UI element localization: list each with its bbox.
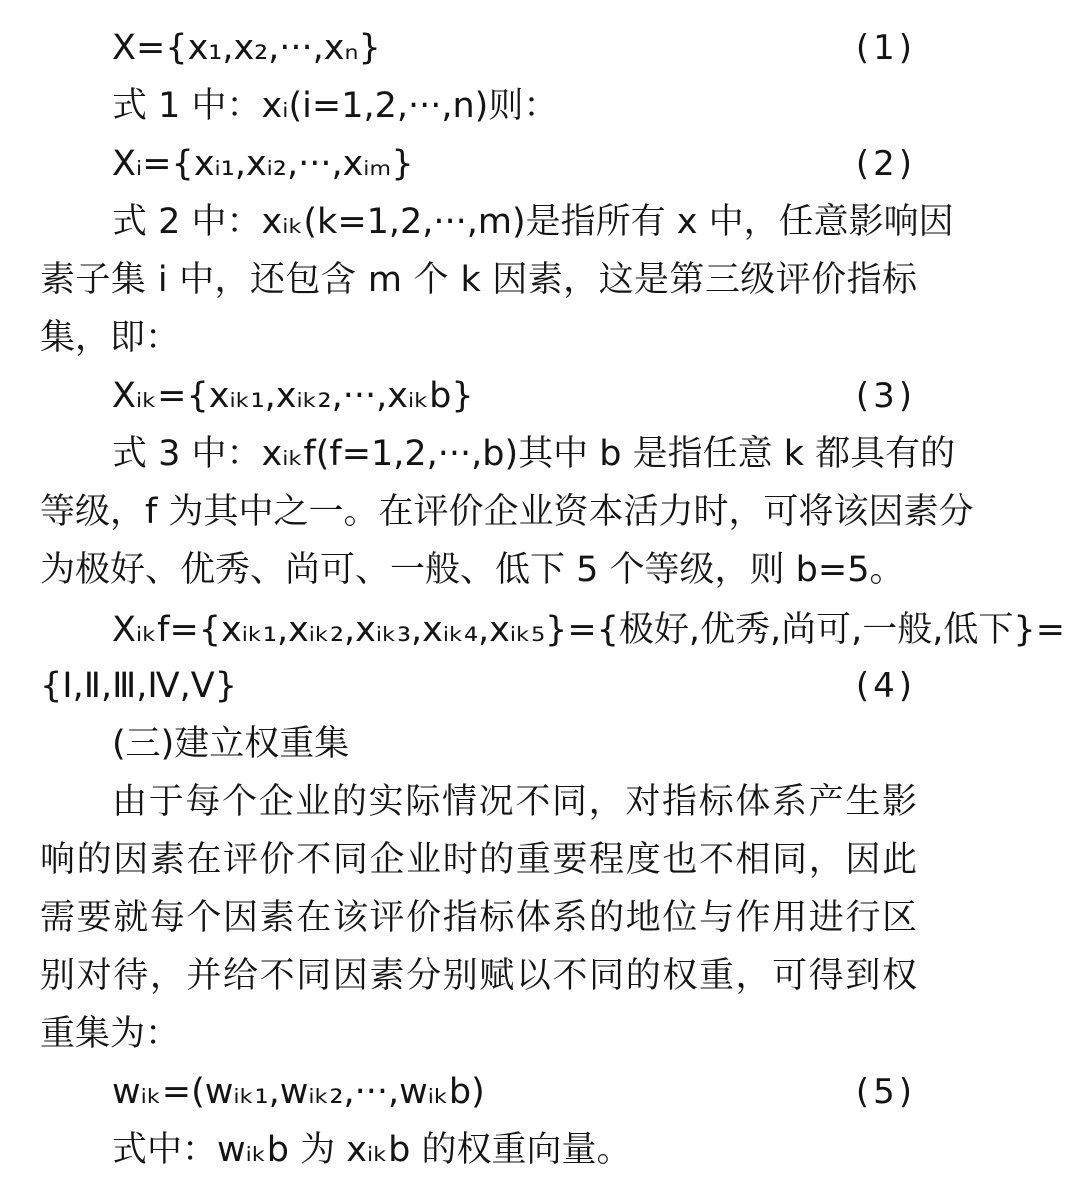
equation-4-row-2	[0, 660, 969, 712]
paragraph-4-line-1-text: 由于每个企业的实际情况不同，对指标体系产生影	[112, 782, 917, 822]
equation-1: X={x₁,x₂,···,xₙ}	[112, 28, 381, 68]
paragraph-2-line-2	[0, 254, 969, 306]
paragraph-2-line-3	[0, 312, 969, 364]
paragraph-3-line-1-text: 式 3 中：xᵢₖf(f=1,2,···,b)其中 b 是指任意 k 都具有的	[112, 434, 956, 474]
equation-5-number: (5)	[855, 1072, 916, 1112]
paragraph-5	[0, 1124, 969, 1176]
equation-3: Xᵢₖ={xᵢₖ₁,xᵢₖ₂,···,xᵢₖb}	[112, 376, 474, 416]
equation-2-row	[0, 138, 969, 190]
equation-3-number: (3)	[855, 376, 916, 416]
paragraph-2-line-3-text: 集，即：	[40, 318, 181, 358]
paragraph-4-line-3	[0, 892, 969, 944]
paragraph-4-line-5	[0, 1008, 969, 1060]
paragraph-4-line-4-text: 别对待，并给不同因素分别赋以不同的权重，可得到权	[40, 956, 917, 996]
equation-2-number: (2)	[855, 144, 916, 184]
equation-4-part-1: Xᵢₖf={xᵢₖ₁,xᵢₖ₂,xᵢₖ₃,xᵢₖ₄,xᵢₖ₅}={极好,优秀,尚可,一般,低下}=	[112, 610, 1065, 650]
section-heading	[0, 718, 969, 770]
paragraph-4-line-4	[0, 950, 969, 1002]
equation-4-number: (4)	[855, 666, 916, 706]
paragraph-2-line-2-text: 素子集 i 中，还包含 m 个 k 因素，这是第三级评价指标	[40, 260, 917, 300]
equation-2: Xᵢ={xᵢ₁,xᵢ₂,···,xᵢₘ}	[112, 144, 414, 184]
paragraph-3-line-1	[0, 428, 969, 480]
paragraph-2-line-1	[0, 196, 969, 248]
paragraph-1-text: 式 1 中：xᵢ(i=1,2,···,n)则：	[112, 86, 559, 126]
paragraph-2-line-1-text: 式 2 中：xᵢₖ(k=1,2,···,m)是指所有 x 中，任意影响因	[112, 202, 954, 242]
paragraph-3-line-2-text: 等级，f 为其中之一。在评价企业资本活力时，可将该因素分	[40, 492, 974, 532]
paragraph-4-line-3-text: 需要就每个因素在该评价指标体系的地位与作用进行区	[40, 898, 917, 938]
paragraph-3-line-3-text: 为极好、优秀、尚可、一般、低下 5 个等级，则 b=5。	[40, 550, 905, 590]
paragraph-5-text: 式中：wᵢₖb 为 xᵢₖb 的权重向量。	[112, 1130, 632, 1170]
paragraph-3-line-3	[0, 544, 969, 596]
equation-3-row	[0, 370, 969, 422]
paragraph-4-line-2-text: 响的因素在评价不同企业时的重要程度也不相同，因此	[40, 840, 917, 880]
paragraph-4-line-5-text: 重集为：	[40, 1014, 181, 1054]
section-heading-text: (三)建立权重集	[112, 724, 350, 764]
paragraph-4-line-2	[0, 834, 969, 886]
equation-1-row	[0, 22, 969, 74]
paragraph-4-line-1	[0, 776, 969, 828]
paragraph-3-line-2	[0, 486, 974, 538]
equation-5: wᵢₖ=(wᵢₖ₁,wᵢₖ₂,···,wᵢₖb)	[112, 1072, 485, 1112]
paragraph-1	[0, 80, 969, 132]
equation-4-part-2: {Ⅰ,Ⅱ,Ⅲ,Ⅳ,Ⅴ}	[40, 666, 237, 706]
equation-5-row	[0, 1066, 969, 1118]
equation-4-row-1	[0, 604, 1065, 656]
equation-1-number: (1)	[855, 28, 916, 68]
